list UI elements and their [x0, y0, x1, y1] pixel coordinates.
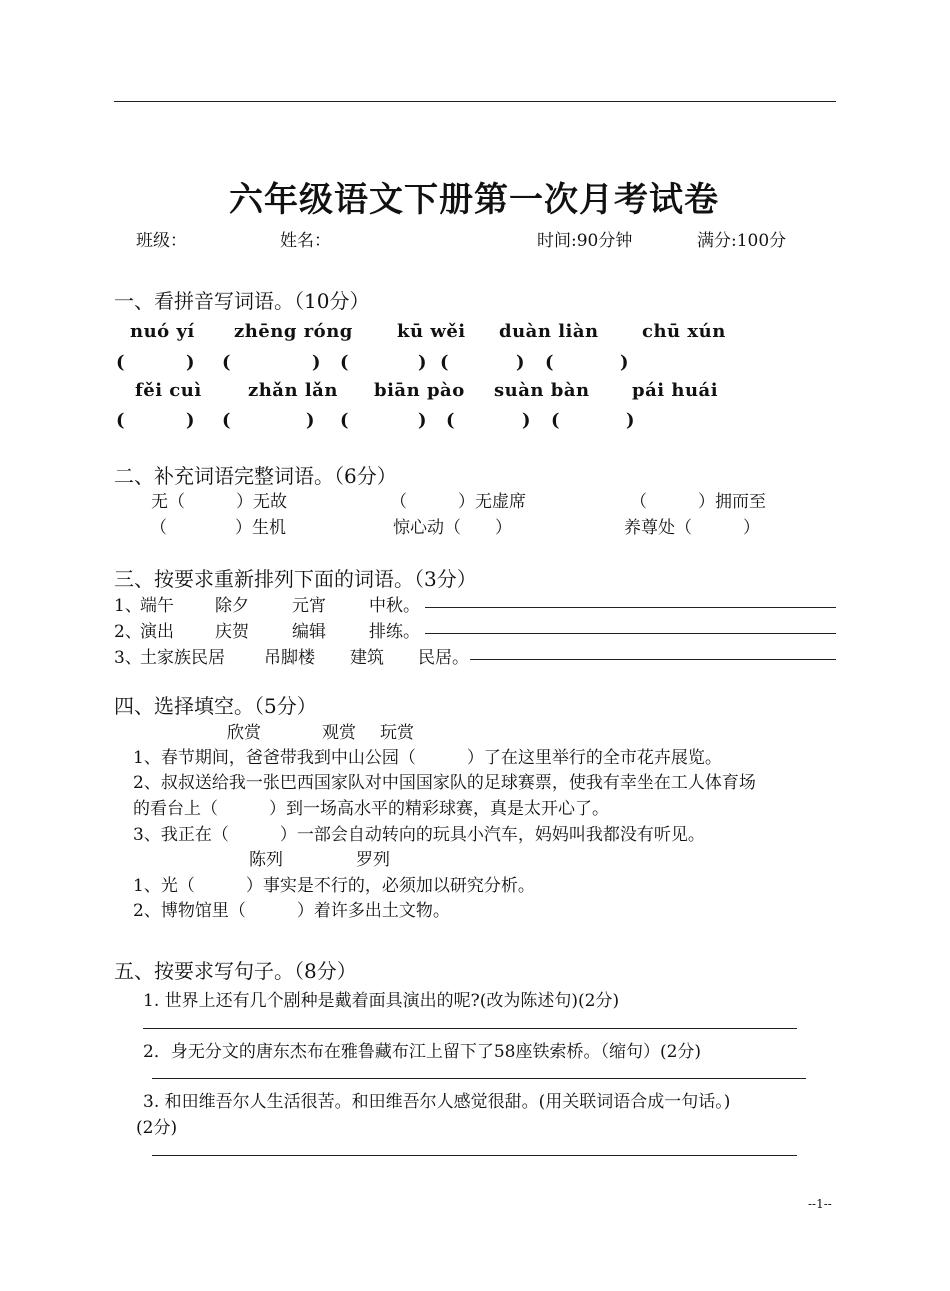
answer-close-bracket: )	[186, 352, 195, 373]
answer-close-bracket: )	[620, 352, 629, 373]
question-text: 2、叔叔送给我一张巴西国家队对中国国家队的足球赛票，使我有幸坐在工人体育场	[133, 773, 756, 793]
question-text: 1、春节期间，爸爸带我到中山公园（ ）了在这里举行的全市花卉展览。	[133, 748, 722, 768]
pinyin: chū xún	[642, 321, 726, 342]
idiom-blank: 惊心动（ ）	[393, 518, 512, 538]
idiom-blank: 养尊处（ ）	[624, 518, 760, 538]
answer-close-bracket: )	[418, 352, 427, 373]
pinyin: fěi cuì	[135, 380, 202, 401]
section-1-heading: 一、看拼音写词语。（10分）	[114, 289, 370, 313]
page-number: --1--	[808, 1197, 832, 1211]
answer-open-bracket: (	[446, 410, 455, 431]
pinyin: biān pào	[374, 380, 465, 401]
answer-open-bracket: (	[551, 410, 560, 431]
answer-open-bracket: (	[545, 352, 554, 373]
answer-close-bracket: )	[522, 410, 531, 431]
pinyin: suàn bàn	[494, 380, 590, 401]
word: 建筑	[350, 648, 384, 668]
answer-line	[425, 633, 836, 634]
section-2-heading: 二、补充词语完整词语。（6分）	[114, 464, 397, 488]
answer-line	[470, 659, 836, 660]
pinyin: zhēng róng	[234, 321, 353, 342]
answer-open-bracket: (	[340, 410, 349, 431]
answer-close-bracket: )	[306, 410, 315, 431]
score-label: 满分:100分	[697, 231, 787, 251]
word: 除夕	[215, 596, 249, 616]
word-option: 陈列	[249, 850, 283, 870]
idiom-blank: 无（ ）无故	[151, 492, 287, 512]
question-text: 的看台上（ ）到一场高水平的精彩球赛，真是太开心了。	[133, 799, 609, 819]
question-text: (2分)	[136, 1118, 178, 1138]
item-number: 2、	[114, 622, 142, 642]
answer-open-bracket: (	[340, 352, 349, 373]
class-label: 班级：	[136, 231, 187, 251]
answer-open-bracket: (	[222, 352, 231, 373]
idiom-blank: （ ）生机	[150, 518, 286, 538]
question-text: 2．身无分文的唐东杰布在雅鲁藏布江上留下了58座铁索桥。（缩句）(2分)	[143, 1042, 702, 1062]
word: 民居。	[418, 648, 469, 668]
word: 排练。	[369, 622, 420, 642]
idiom-blank: （ ）无虚席	[390, 492, 526, 512]
answer-line	[152, 1155, 797, 1156]
name-label: 姓名：	[280, 231, 331, 251]
answer-close-bracket: )	[626, 410, 635, 431]
answer-open-bracket: (	[222, 410, 231, 431]
pinyin: pái huái	[632, 380, 719, 401]
item-number: 3、	[114, 648, 142, 668]
word: 元宵	[292, 596, 326, 616]
time-label: 时间:90分钟	[537, 231, 633, 251]
pinyin: zhǎn lǎn	[248, 380, 338, 401]
pinyin: kū wěi	[397, 321, 466, 342]
word-option: 观赏	[322, 723, 356, 743]
word: 土家族民居	[140, 648, 225, 668]
section-5-heading: 五、按要求写句子。（8分）	[114, 959, 357, 983]
pinyin: duàn liàn	[499, 321, 599, 342]
answer-close-bracket: )	[312, 352, 321, 373]
answer-open-bracket: (	[440, 352, 449, 373]
word-option: 玩赏	[380, 723, 414, 743]
word: 中秋。	[369, 596, 420, 616]
question-text: 3. 和田维吾尔人生活很苦。和田维吾尔人感觉很甜。(用关联词语合成一句话。)	[143, 1092, 731, 1112]
answer-close-bracket: )	[186, 410, 195, 431]
top-rule	[114, 101, 836, 102]
page-title: 六年级语文下册第一次月考试卷	[229, 180, 719, 220]
idiom-blank: （ ）拥而至	[630, 492, 766, 512]
question-text: 1. 世界上还有几个剧种是戴着面具演出的呢?(改为陈述句)(2分)	[143, 991, 620, 1011]
question-text: 3、我正在（ ）一部会自动转向的玩具小汽车，妈妈叫我都没有听见。	[133, 825, 705, 845]
word-option: 罗列	[356, 850, 390, 870]
word: 端午	[140, 596, 174, 616]
question-text: 1、光（ ）事实是不行的，必须加以研究分析。	[133, 876, 535, 896]
answer-open-bracket: (	[116, 352, 125, 373]
question-text: 2、博物馆里（ ）着许多出土文物。	[133, 901, 450, 921]
answer-close-bracket: )	[516, 352, 525, 373]
pinyin: nuó yí	[130, 321, 195, 342]
answer-open-bracket: (	[116, 410, 125, 431]
answer-line	[425, 607, 836, 608]
section-3-heading: 三、按要求重新排列下面的词语。（3分）	[114, 567, 477, 591]
section-4-heading: 四、选择填空。（5分）	[114, 694, 317, 718]
answer-line	[143, 1028, 797, 1029]
word: 吊脚楼	[264, 648, 315, 668]
word: 演出	[140, 622, 174, 642]
answer-line	[152, 1078, 806, 1079]
word-option: 欣赏	[227, 723, 261, 743]
item-number: 1、	[114, 596, 142, 616]
answer-close-bracket: )	[418, 410, 427, 431]
word: 编辑	[292, 622, 326, 642]
word: 庆贺	[215, 622, 249, 642]
